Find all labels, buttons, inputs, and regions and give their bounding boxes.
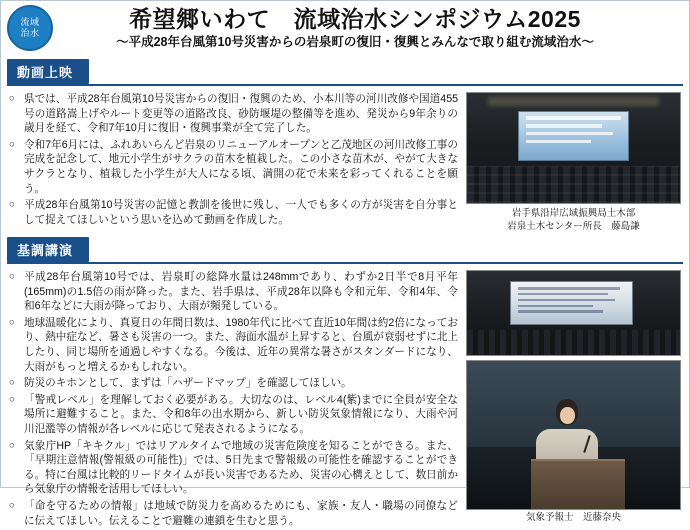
- photo-caption-line: 岩手県沿岸広域振興局土木部: [511, 208, 636, 219]
- section-1-heading: 動画上映: [7, 59, 89, 84]
- page-title: 希望郷いわて 流域治水シンポジウム2025: [129, 6, 581, 32]
- list-item: ○ 「命を守るための情報」は地域で防災力を高めるためにも、家族・友人・職場の同僚などに伝えてほしい。伝えることで避難の連鎖を生むと思う。: [9, 499, 458, 528]
- page-subtitle: 〜平成28年台風第10号災害からの岩泉町の復旧・復興とみんなで取り組む流域治水〜: [116, 35, 594, 49]
- section-1-bullet-list: [9, 92, 458, 227]
- audience-seats: [467, 166, 680, 203]
- audience-seats: [467, 330, 680, 355]
- section-1-header-row: [1, 57, 689, 84]
- keynote-slide-screen: [510, 281, 634, 325]
- section-2-heading: 基調講演: [7, 237, 89, 262]
- section-2-text-column: [9, 270, 458, 530]
- title-block: [7, 5, 683, 51]
- list-item: ○ 平成28年台風第10号では、岩泉町の総降水量は248mmであり、わずか2日半で8月平年(165mm)の1.5倍の雨が降った。また、岩手県は、平成28年以降も令和元年、令和4年、令和6年などに大雨が降っており、大雨が頻発している。: [9, 270, 458, 314]
- stage-light: [488, 97, 658, 106]
- podium: [531, 459, 625, 509]
- slide-line: [518, 305, 593, 308]
- presentation-screen: [518, 111, 629, 162]
- section-2-bullet-list: [9, 270, 458, 528]
- section-1-text-column: [9, 92, 458, 233]
- section-1-body: [1, 90, 689, 233]
- screen-line: [526, 124, 602, 127]
- screen-line: [526, 132, 613, 135]
- keynote-hall-photo: [466, 270, 681, 356]
- section-1-rule: [7, 84, 683, 86]
- photo-caption-line: 岩泉土木センター所長 藤島謙: [507, 221, 640, 232]
- screen-line: [526, 140, 591, 143]
- slide-line: [518, 293, 608, 296]
- logo-line-1: 流域: [20, 17, 40, 27]
- ryuiki-chisui-logo: [7, 5, 53, 51]
- slide-line: [518, 287, 620, 290]
- section-2-rule: [7, 262, 683, 264]
- symposium-hall-photo: [466, 92, 681, 204]
- list-item: ○ 気象庁HP「キキクル」ではリアルタイムで地域の災害危険度を知ることができる。また、「早期注意情報(警報級の可能性)」では、5日先まで警報級の可能性を確認することができる。特に台風は比較的リードタイムが長い災害であるため、災害の心構えとして、数日前から気象庁の情報を活用してほしい。: [9, 439, 458, 497]
- slide-line: [518, 299, 615, 302]
- section-2-photo-caption: 気象予報士 近藤奈央: [525, 512, 621, 523]
- logo-line-2: 治水: [20, 28, 40, 38]
- list-item: ○ 令和7年6月には、ふれあいらんど岩泉のリニューアルオープンと乙茂地区の河川改修工事の完成を記念して、地元小学生がサクラの苗木を植栽した。この小さな苗木が、やがて大きなサクラとなり、植栽した小学生が大人になる頃、満開の花で未来を彩ってくれることを願う。: [9, 138, 458, 196]
- section-1-media-column: [466, 92, 681, 233]
- document-header: [1, 1, 689, 57]
- list-item: ○ 地球温暖化により、真夏日の年間日数は、1980年代に比べて直近10年間は約2倍になっており、熱中症など、暑さも災害の一つ。また、海面水温が上昇すると、台風が衰弱せずに北上したり、同じ場所を通過しやすくなる。今後は、近年の異常な暑さがスタンダードになり、大雨がもっと増えるかもしれない。: [9, 316, 458, 374]
- section-2-media-column: [466, 270, 681, 530]
- list-item: ○ 「警戒レベル」を理解しておく必要がある。大切なのは、レベル4(紫)までに全員が安全な場所に避難すること。また、令和8年の出水期から、新しい防災気象情報になり、大雨や河川氾濫等の情報が各レベルに応じて発表されるようになる。: [9, 393, 458, 437]
- screen-line: [526, 116, 622, 119]
- section-1-photo-caption: [466, 207, 681, 233]
- section-2-header-row: [1, 233, 689, 262]
- slide-line: [518, 310, 603, 313]
- section-2-body: [1, 268, 689, 530]
- speaker-face: [560, 407, 575, 424]
- list-item: ○ 防災のキホンとして、まずは「ハザードマップ」を確認してほしい。: [9, 376, 458, 391]
- list-item: ○ 平成28年台風第10号災害の記憶と教訓を後世に残し、一人でも多くの方が災害を自分事として捉えてほしいという思いを込めて動画を作成した。: [9, 198, 458, 227]
- list-item: ○ 県では、平成28年台風第10号災害からの復旧・復興のため、小本川等の河川改修や国道455号の道路嵩上げやルート変更等の道路改良、砂防堰堤の整備等を進め、発災から9年余りの歳月を経て、令和7年10月に復旧・復興事業が全て完了した。: [9, 92, 458, 136]
